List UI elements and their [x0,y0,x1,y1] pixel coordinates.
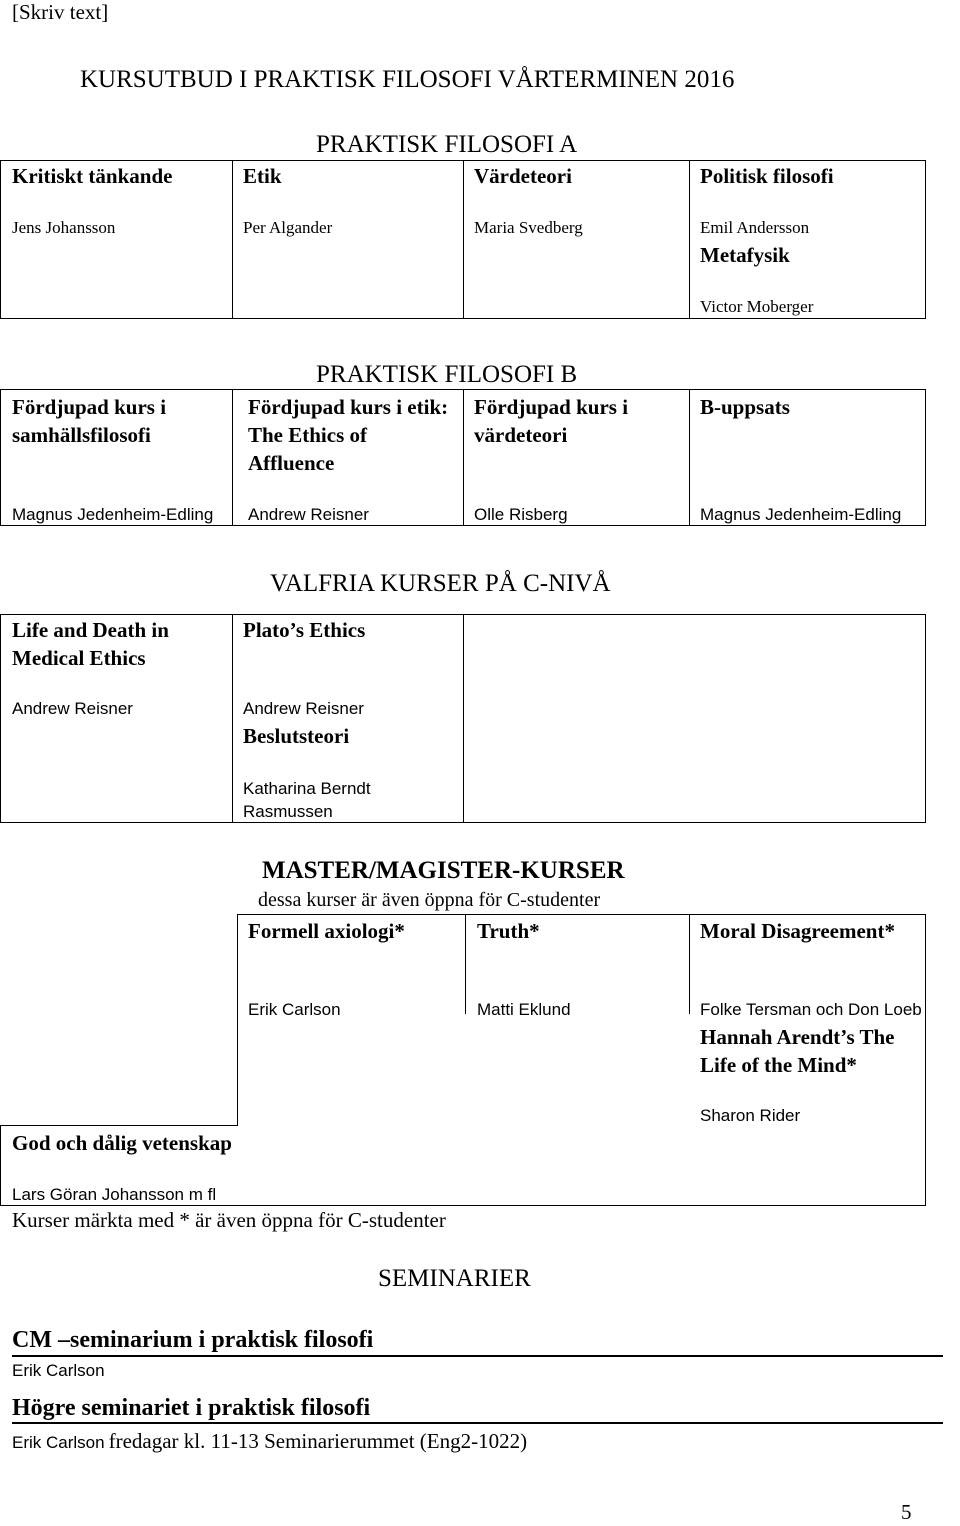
course-name: God och dålig vetenskap [12,1131,232,1155]
seminar-underline [12,1355,943,1357]
course-name: Kritiskt tänkande [12,164,173,188]
course-teacher: Erik Carlson [248,1000,341,1019]
course-teacher: Katharina Berndt Rasmussen [243,779,371,821]
course-name: Life and Death in Medical Ethics [12,618,169,670]
course-name: Formell axiologi* [248,919,405,943]
course-teacher: Maria Svedberg [474,218,583,237]
header-placeholder: [Skriv text] [12,0,109,24]
course-name: Värdeteori [474,164,572,188]
course-name: B-uppsats [700,395,790,419]
course-name: Beslutsteori [243,724,350,748]
course-teacher: Lars Göran Johansson m fl [12,1185,217,1204]
course-teacher: Sharon Rider [700,1106,801,1125]
course-name: Moral Disagreement* [700,919,895,943]
seminar-info [12,1429,527,1454]
seminars-heading: SEMINARIER [378,1265,531,1292]
course-name: Fördjupad kurs i samhällsfilosofi [12,395,167,447]
master-heading: MASTER/MAGISTER-KURSER [262,857,625,884]
seminar-title: Högre seminariet i praktisk filosofi [12,1395,371,1421]
course-teacher: Emil Andersson [700,218,810,237]
course-name: Plato’s Ethics [243,618,366,642]
course-name: Fördjupad kurs i värdeteori [474,395,629,447]
section-b-heading: PRAKTISK FILOSOFI B [316,361,578,388]
page-title: KURSUTBUD I PRAKTISK FILOSOFI VÅRTERMINEN 2016 [80,66,735,93]
seminar-title: CM –seminarium i praktisk filosofi [12,1327,374,1353]
master-note: Kurser märkta med * är även öppna för C-studenter [12,1208,446,1232]
course-name: Metafysik [700,243,790,267]
course-name: Etik [243,164,282,188]
course-name: Hannah Arendt’s The Life of the Mind* [700,1025,895,1077]
course-teacher: Per Algander [243,218,333,237]
seminar-underline [12,1422,943,1424]
course-teacher: Jens Johansson [12,218,116,237]
section-a-heading: PRAKTISK FILOSOFI A [316,131,578,158]
course-teacher: Folke Tersman och Don Loeb [700,1000,922,1019]
course-name: Truth* [477,919,540,943]
master-subheading: dessa kurser är även öppna för C-studenter [258,889,601,911]
course-teacher: Andrew Reisner [12,699,133,718]
section-c-heading: VALFRIA KURSER PÅ C-NIVÅ [270,570,611,597]
course-teacher: Magnus Jedenheim-Edling [12,505,214,524]
course-teacher: Olle Risberg [474,505,568,524]
seminar-leader: Erik Carlson [12,1361,105,1380]
course-teacher: Victor Moberger [700,297,814,316]
course-teacher: Andrew Reisner [243,699,364,718]
course-teacher: Andrew Reisner [248,505,369,524]
seminar-leader: Erik Carlson [12,1433,105,1452]
page-number: 5 [901,1500,912,1524]
course-name: Politisk filosofi [700,164,834,188]
course-teacher: Matti Eklund [477,1000,571,1019]
course-teacher: Magnus Jedenheim-Edling [700,505,902,524]
course-name: Fördjupad kurs i etik: The Ethics of Affluence [248,395,449,475]
seminar-details: fredagar kl. 11-13 Seminarierummet (Eng2-1022) [108,1429,528,1453]
